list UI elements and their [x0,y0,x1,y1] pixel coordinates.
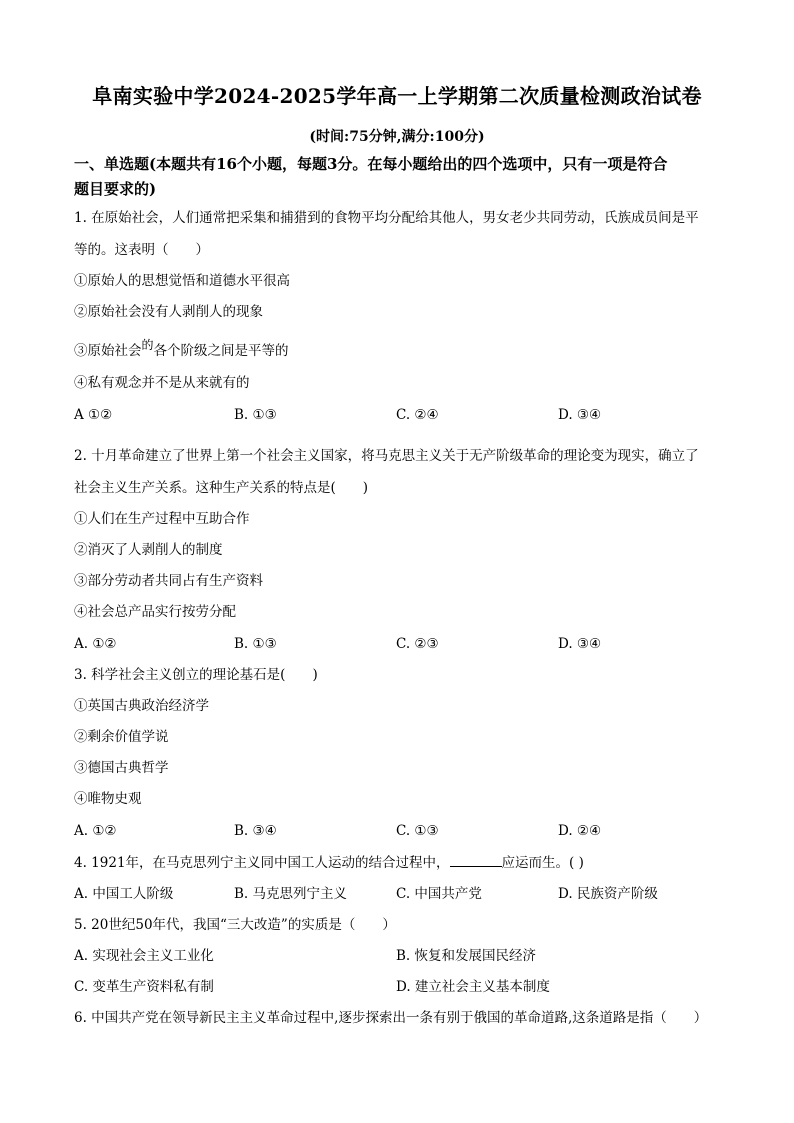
q3-statement-4: ④唯物史观 [74,791,142,807]
q2-statement-4: ④社会总产品实行按劳分配 [74,604,236,620]
q1-statement-1: ①原始人的思想觉悟和道德水平很高 [74,273,290,289]
q1-statement-4: ④私有观念并不是从来就有的 [74,375,250,391]
q1-option-a[interactable]: A ①② [74,407,113,423]
exam-title: 阜南实验中学2024-2025学年高一上学期第二次质量检测政治试卷 [92,84,702,108]
q3-option-b[interactable]: B. ③④ [234,823,277,839]
section-heading-line1: 一、单选题(本题共有16个小题，每题3分。在每小题给出的四个选项中，只有一项是符合 [74,155,668,173]
q1-option-b[interactable]: B. ①③ [234,407,277,423]
q4-fill-blank [450,852,502,867]
q2-statement-3: ③部分劳动者共同占有生产资料 [74,573,263,589]
q1-stem-line2: 等的。这表明（ ） [74,242,209,258]
q3-option-c[interactable]: C. ①③ [396,823,439,839]
q4-stem-part1: 4. 1921年，在马克思列宁主义同中国工人运动的结合过程中， [74,855,450,871]
q2-option-b[interactable]: B. ①③ [234,636,277,652]
section-heading [74,152,734,202]
q3-statement-3: ③德国古典哲学 [74,760,169,776]
q2-stem-line1: 2. 十月革命建立了世界上第一个社会主义国家，将马克思主义关于无产阶级革命的理论变为现实，确立了 [74,448,699,464]
q6-stem: 6. 中国共产党在领导新民主主义革命过程中,逐步探索出一条有别于俄国的革命道路,这条道路是指（ ） [74,1010,708,1026]
q2-option-d[interactable]: D. ③④ [558,636,602,652]
q1-option-c[interactable]: C. ②④ [396,407,439,423]
exam-subtitle: (时间:75分钟,满分:100分) [309,129,485,145]
q1-statement-3-part1: ③原始社会 [74,343,142,359]
q3-option-d[interactable]: D. ②④ [558,823,602,839]
q4-option-a[interactable]: A. 中国工人阶级 [74,886,174,902]
q3-statement-1: ①英国古典政治经济学 [74,698,209,714]
q2-stem-line2: 社会主义生产关系。这种生产关系的特点是( ) [74,480,369,496]
q4-stem [74,852,734,873]
q5-option-a[interactable]: A. 实现社会主义工业化 [74,948,214,964]
q1-statement-3 [74,338,734,361]
q5-option-c[interactable]: C. 变革生产资料私有制 [74,979,214,995]
q1-statement-2: ②原始社会没有人剥削人的现象 [74,304,263,320]
section-heading-line2: 题目要求的) [74,180,157,198]
q4-option-b[interactable]: B. 马克思列宁主义 [234,886,348,902]
q1-statement-3-part2: 各个阶级之间是平等的 [153,343,289,359]
q1-stem-line1: 1. 在原始社会，人们通常把采集和捕猎到的食物平均分配给其他人，男女老少共同劳动，氏族成员间是平 [74,210,699,226]
q5-stem: 5. 20世纪50年代，我国“三大改造”的实质是（ ） [74,917,396,933]
q4-option-d[interactable]: D. 民族资产阶级 [558,886,658,902]
q2-statement-2: ②消灭了人剥削人的制度 [74,542,223,558]
q5-option-b[interactable]: B. 恢复和发展国民经济 [396,948,537,964]
q5-option-d[interactable]: D. 建立社会主义基本制度 [396,979,550,995]
q3-option-a[interactable]: A. ①② [74,823,117,839]
q4-stem-part2: 应运而生。( ) [501,855,584,871]
q2-option-a[interactable]: A. ①② [74,636,117,652]
q3-stem: 3. 科学社会主义创立的理论基石是( ) [74,667,318,683]
q4-option-c[interactable]: C. 中国共产党 [396,886,482,902]
q2-statement-1: ①人们在生产过程中互助合作 [74,511,250,527]
q1-option-d[interactable]: D. ③④ [558,407,602,423]
q1-statement-3-superscript: 的 [141,338,154,352]
q3-statement-2: ②剩余价值学说 [74,729,169,745]
q2-option-c[interactable]: C. ②③ [396,636,439,652]
